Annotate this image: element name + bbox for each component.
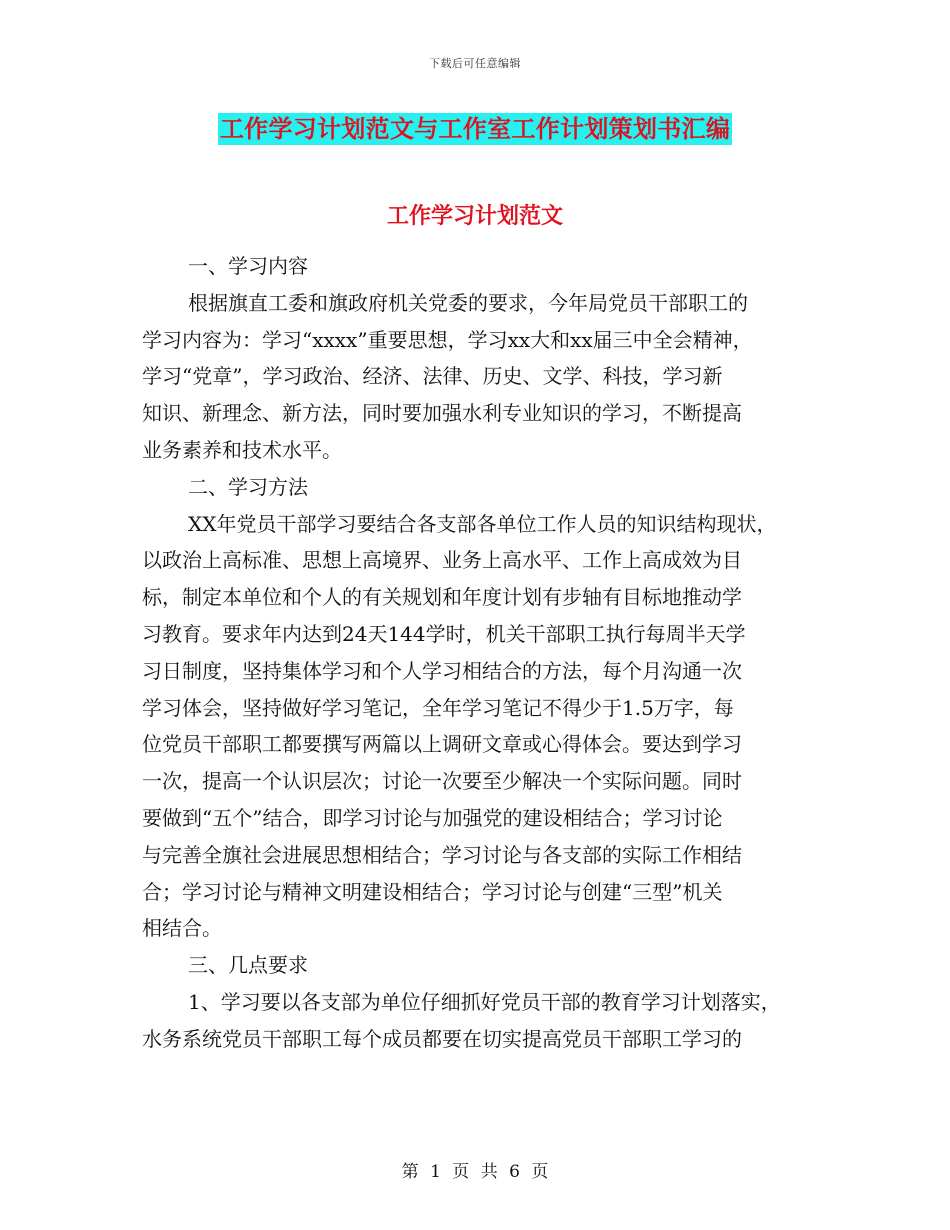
paragraph-line: 1、学习要以各支部为单位仔细抓好党员干部的教育学习计划落实， bbox=[188, 989, 781, 1014]
paragraph-line: 学习内容为：学习“xxxx”重要思想，学习xx大和xx届三中全会精神， bbox=[142, 327, 753, 352]
paragraph-line: 学习体会，坚持做好学习笔记，全年学习笔记不得少于1.5万字，每 bbox=[142, 695, 734, 720]
paragraph-line: 与完善全旗社会进展思想相结合；学习讨论与各支部的实际工作相结 bbox=[142, 842, 742, 867]
document-body bbox=[142, 248, 824, 1058]
paragraph-line: 一次，提高一个认识层次；讨论一次要至少解决一个实际问题。同时 bbox=[142, 769, 742, 794]
paragraph-line: 知识、新理念、新方法，同时要加强水利专业知识的学习，不断提高 bbox=[142, 401, 742, 426]
paragraph-line: XX年党员干部学习要结合各支部各单位工作人员的知识结构现状， bbox=[188, 511, 777, 536]
heading-requirements: 三、几点要求 bbox=[188, 953, 308, 978]
paragraph-line: 要做到“五个”结合，即学习讨论与加强党的建设相结合；学习讨论 bbox=[142, 805, 723, 830]
heading-learning-content: 一、学习内容 bbox=[188, 254, 308, 278]
page-header-note: 下载后可任意编辑 bbox=[429, 57, 521, 70]
paragraph-line: 根据旗直工委和旗政府机关党委的要求，今年局党员干部职工的 bbox=[188, 290, 748, 315]
paragraph-line: 业务素养和技术水平。 bbox=[142, 437, 342, 462]
paragraph-line: 标，制定本单位和个人的有关规划和年度计划有步轴有目标地推动学 bbox=[142, 585, 742, 610]
paragraph-line: 合；学习讨论与精神文明建设相结合；学习讨论与创建“三型”机关 bbox=[142, 879, 723, 904]
paragraph-line: 以政治上高标准、思想上高境界、业务上高水平、工作上高成效为目 bbox=[142, 548, 742, 573]
paragraph-line: 水务系统党员干部职工每个成员都要在切实提高党员干部职工学习的 bbox=[142, 1026, 742, 1051]
document-title-container bbox=[0, 113, 950, 145]
paragraph-line: 习日制度，坚持集体学习和个人学习相结合的方法，每个月沟通一次 bbox=[142, 658, 742, 683]
paragraph-line: 习教育。要求年内达到24天144学时，机关干部职工执行每周半天学 bbox=[142, 621, 746, 646]
paragraph-line: 位党员干部职工都要撰写两篇以上调研文章或心得体会。要达到学习 bbox=[142, 732, 742, 757]
section-title: 工作学习计划范文 bbox=[386, 204, 563, 229]
paragraph-line: 学习“党章”，学习政治、经济、法律、历史、文学、科技，学习新 bbox=[142, 364, 723, 389]
paragraph-line: 相结合。 bbox=[142, 916, 222, 941]
heading-learning-method: 二、学习方法 bbox=[188, 474, 308, 499]
page-number-footer: 第 1 页 共 6 页 bbox=[401, 1162, 549, 1182]
document-title: 工作学习计划范文与工作室工作计划策划书汇编 bbox=[219, 115, 731, 143]
